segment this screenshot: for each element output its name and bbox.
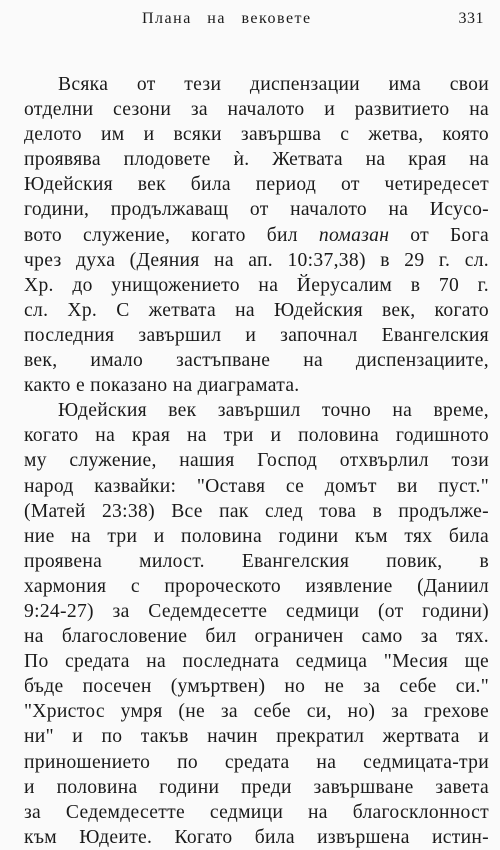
text-line: сл. Хр. С жетвата на Юдейския век, когато xyxy=(24,299,489,321)
text-line: проявява плодовете ѝ. Жетвата на края на xyxy=(24,149,489,171)
text-line: чрез духа (Деяния на ап. 10:37,38) в 29 г. сл. xyxy=(24,249,489,271)
text-line: проявена милост. Евангелския повик, в xyxy=(24,550,489,572)
running-header xyxy=(24,10,488,30)
text-line: народ казвайки: "Оставя се домът ви пуст." xyxy=(24,475,489,497)
text-line: Всяка от тези диспензации има свои xyxy=(58,74,489,95)
text-line: "Христос умря (не за себе си, но) за грехове xyxy=(24,701,489,723)
text-line: хармония с пророческото изявление (Даниил xyxy=(24,575,489,597)
text-line: (Матей 23:38) Все пак след това в продълже- xyxy=(24,500,489,522)
text-line: Юдейския век била период от четиредесет xyxy=(24,174,489,196)
text-line: когато на края на три и половина годишното xyxy=(24,425,489,447)
text-line-with-emphasis: вото служение, когато бил помазан от Бога xyxy=(24,224,489,246)
text-line: приношението по средата на седмицата-три xyxy=(24,751,489,773)
text-line: бъде посечен (умъртвен) но не за себе си." xyxy=(24,676,489,698)
text-line: ние на три и половина години към тях била xyxy=(24,525,489,547)
running-title: Плана на вековете xyxy=(142,10,312,27)
text-line: делото им и всяки завършва с жетва, която xyxy=(24,124,489,146)
text-line: Хр. до унищожението на Йерусалим в 70 г. xyxy=(24,274,489,296)
text-line: за Седемдесетте седмици на благосклонност xyxy=(24,801,489,823)
text-line: Юдейския век завършил точно на време, xyxy=(58,400,489,422)
text-line: отделни сезони за началото и развитието на xyxy=(24,99,489,121)
text-line: По средата на последната седмица "Месия ще xyxy=(24,651,489,673)
text-line: последния завършил и започнал Евангелския xyxy=(24,324,489,346)
text-line: век, имало застъпване на диспензациите, xyxy=(24,350,489,372)
page-number: 331 xyxy=(458,10,484,27)
body-text xyxy=(24,72,489,850)
text-line: към Юдеите. Когато била извършена истин- xyxy=(24,826,489,848)
text-line: ни" и по такъв начин прекратил жертвата и xyxy=(24,726,489,748)
text-line: и половина години преди завършване завета xyxy=(24,776,489,798)
text-line: на благословение бил ограничен само за тях. xyxy=(24,626,489,648)
text-line: години, продължаващ от началото на Исусо- xyxy=(24,199,489,221)
text-line: 9:24-27) за Седемдесетте седмици (от години) xyxy=(24,600,489,622)
text-line: както е показано на диаграмата. xyxy=(24,375,300,397)
text-line: му служение, нашия Господ отхвърлил този xyxy=(24,450,489,472)
emphasized-word: помазан xyxy=(318,224,390,246)
paragraph-1 xyxy=(24,72,489,398)
paragraph-2 xyxy=(24,398,489,850)
